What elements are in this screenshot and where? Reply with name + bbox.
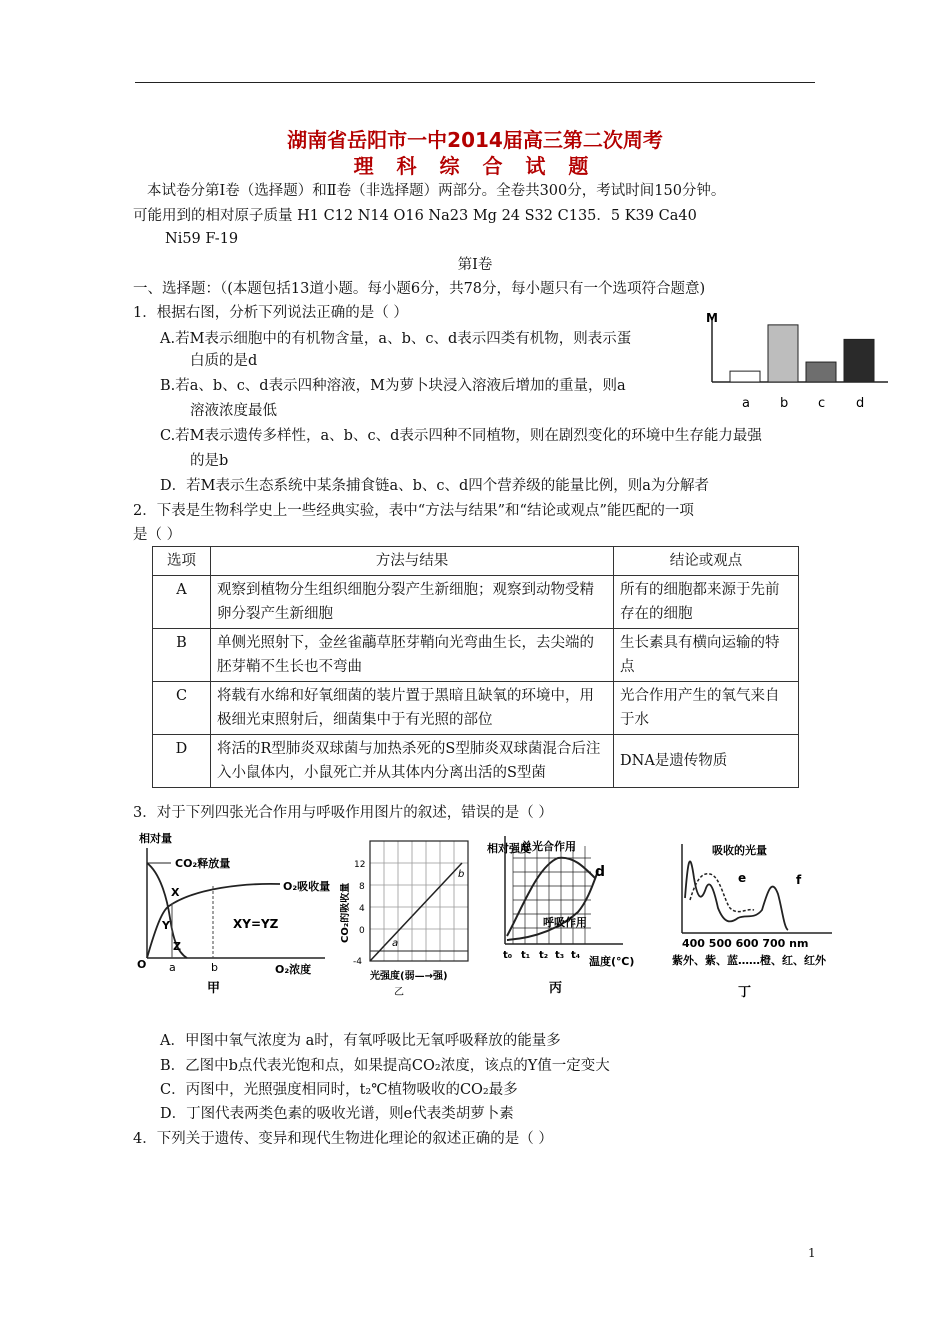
q3-option-d: D．丁图代表两类色素的吸收光谱，则e代表类胡萝卜素	[160, 1106, 514, 1122]
tick-0: 0	[359, 926, 365, 936]
yi-ylabel: CO₂的吸收量	[340, 882, 351, 943]
bar-a	[730, 371, 760, 382]
yi-caption: 乙	[394, 987, 404, 998]
bar-label-d: d	[856, 396, 865, 411]
row-method: 单侧光照射下，金丝雀虉草胚芽鞘向光弯曲生长，去尖端的胚芽鞘不生长也不弯曲	[211, 629, 614, 682]
q2-table	[152, 546, 799, 788]
ding-title: 吸收的光量	[712, 844, 767, 857]
resp-label: 呼吸作用	[543, 916, 587, 929]
header-method: 方法与结果	[211, 547, 614, 576]
page-subtitle: 理 科 综 合 试 题	[353, 154, 597, 178]
row-method: 将活的R型肺炎双球菌与加热杀死的S型肺炎双球菌混合后注入小鼠体内，小鼠死亡并从其体内分离出活的S型菌	[211, 735, 614, 788]
q1-option-c-line2: 的是b	[190, 453, 229, 469]
tick-8: 8	[359, 882, 365, 892]
figure-bing	[483, 826, 653, 1001]
bing-xlabel: 温度(℃)	[589, 955, 635, 968]
page-title: 湖南省岳阳市一中2014届高三第二次周考	[287, 128, 663, 152]
jia-xlabel: O₂浓度	[275, 963, 312, 976]
point-d: d	[595, 864, 606, 880]
ding-spectrum: 紫外、紫、蓝……橙、红、红外	[672, 954, 826, 967]
co2-curve	[147, 863, 187, 958]
label-y: Y	[162, 919, 170, 932]
total-label: 总光合作用	[521, 840, 576, 853]
q3-option-c: C．丙图中，光照强度相同时，t₂℃植物吸收的CO₂最多	[160, 1082, 518, 1098]
table-header-row	[153, 547, 799, 576]
bar-label-a: a	[742, 396, 750, 411]
row-method: 将载有水绵和好氧细菌的装片置于黑暗且缺氧的环境中，用极细光束照射后，细菌集中于有光照的部位	[211, 682, 614, 735]
row-option: B	[153, 629, 211, 682]
label-f: f	[796, 873, 802, 887]
yi-xlabel: 光强度(弱—→强)	[370, 971, 448, 982]
eq-label: XY=YZ	[233, 917, 279, 931]
q2-stem-line2: 是（ ）	[133, 527, 182, 543]
section-label: 第Ⅰ卷	[457, 257, 493, 273]
point-a: a	[392, 938, 399, 949]
label-x: X	[171, 886, 180, 899]
header-rule	[135, 82, 815, 83]
bing-caption: 丙	[549, 981, 563, 996]
q3-option-b: B．乙图中b点代表光饱和点，如果提高CO₂浓度，该点的Y值一定变大	[160, 1058, 610, 1074]
q1-option-b-line2: 溶液浓度最低	[190, 403, 277, 419]
q2-stem-line1: 2．下表是生物科学史上一些经典实验，表中“方法与结果”和“结论或观点”能匹配的一项	[133, 503, 694, 519]
intro-line-2: 可能用到的相对原子质量 H1 C12 N14 O16 Na23 Mg 24 S32 C135．5 K39 Ca40	[133, 208, 697, 224]
row-option: A	[153, 576, 211, 629]
jia-ylabel: 相对量	[139, 832, 172, 845]
q1-option-b-line1: B.若a、b、c、d表示四种溶液，M为萝卜块浸入溶液后增加的重量，则a	[160, 378, 626, 394]
q3-option-a: A．甲图中氧气浓度为 a时，有氧呼吸比无氧呼吸释放的能量多	[160, 1033, 561, 1049]
table-row	[153, 576, 799, 629]
q1-option-c-line1: C.若M表示遗传多样性，a、b、c、d表示四种不同植物，则在剧烈变化的环境中生存能力最强	[160, 428, 762, 444]
row-option: C	[153, 682, 211, 735]
table-row	[153, 629, 799, 682]
curve-f	[685, 861, 788, 930]
bar-label-c: c	[818, 396, 826, 411]
table-row	[153, 735, 799, 788]
origin-label: O	[137, 958, 147, 971]
ding-ticks: 400 500 600 700 nm	[682, 937, 809, 950]
bar-label-b: b	[780, 396, 789, 411]
table-row	[153, 682, 799, 735]
q4-stem: 4．下列关于遗传、变异和现代生物进化理论的叙述正确的是（ ）	[133, 1131, 553, 1147]
q1-option-d: D．若M表示生态系统中某条捕食链a、b、c、d四个营养级的能量比例，则a为分解者	[160, 478, 709, 494]
row-method: 观察到植物分生组织细胞分裂产生新细胞；观察到动物受精卵分裂产生新细胞	[211, 576, 614, 629]
label-z: Z	[173, 940, 181, 953]
ding-caption: 丁	[738, 985, 752, 1000]
q1-stem: 1．根据右图，分析下列说法正确的是（ ）	[133, 305, 408, 321]
section-heading: 一、选择题：（(本题包括13道小题。每小题6分，共78分，每小题只有一个选项符合题意)	[133, 281, 706, 297]
figure-ding	[672, 838, 852, 1008]
tick-a: a	[169, 961, 176, 974]
tick-neg4: -4	[353, 957, 362, 967]
header-option: 选项	[153, 547, 211, 576]
tick-t4: t₄	[571, 950, 581, 961]
y-axis-label: M	[706, 311, 718, 325]
label-e: e	[738, 871, 747, 885]
o2-label: O₂吸收量	[283, 880, 331, 893]
intro-line-1: 本试卷分第Ⅰ卷（选择题）和Ⅱ卷（非选择题）两部分。全卷共300分，考试时间150分钟。	[147, 183, 726, 199]
co2-label: CO₂释放量	[175, 857, 231, 870]
q1-option-a-line1: A.若M表示细胞中的有机物含量，a、b、c、d表示四类有机物，则表示蛋	[160, 331, 632, 347]
q1-bar-chart	[700, 305, 895, 415]
tick-t2: t₂	[539, 950, 549, 961]
tick-t0: t₀	[503, 950, 513, 961]
figure-yi	[340, 833, 490, 1003]
point-b: b	[458, 869, 465, 880]
row-conclusion: 所有的细胞都来源于先前存在的细胞	[614, 576, 799, 629]
tick-12: 12	[354, 860, 366, 870]
bar-b	[768, 325, 798, 382]
row-option: D	[153, 735, 211, 788]
jia-caption: 甲	[207, 981, 221, 996]
q3-stem: 3．对于下列四张光合作用与呼吸作用图片的叙述，错误的是（ ）	[133, 805, 553, 821]
bar-c	[806, 362, 836, 382]
page-number: 1	[808, 1246, 816, 1260]
tick-t1: t₁	[521, 950, 531, 961]
row-conclusion: DNA是遗传物质	[614, 735, 799, 788]
resp-curve	[507, 871, 598, 940]
header-conclusion: 结论或观点	[614, 547, 799, 576]
figure-jia	[135, 828, 345, 998]
tick-b: b	[211, 961, 218, 974]
tick-4: 4	[359, 904, 365, 914]
row-conclusion: 生长素具有横向运输的特点	[614, 629, 799, 682]
intro-line-3: Ni59 F-19	[165, 231, 239, 247]
row-conclusion: 光合作用产生的氧气来自于水	[614, 682, 799, 735]
bing-ylabel: 相对强度	[487, 842, 531, 855]
bar-d	[844, 339, 874, 382]
tick-t3: t₃	[555, 950, 565, 961]
q1-option-a-line2: 白质的是d	[190, 353, 258, 369]
